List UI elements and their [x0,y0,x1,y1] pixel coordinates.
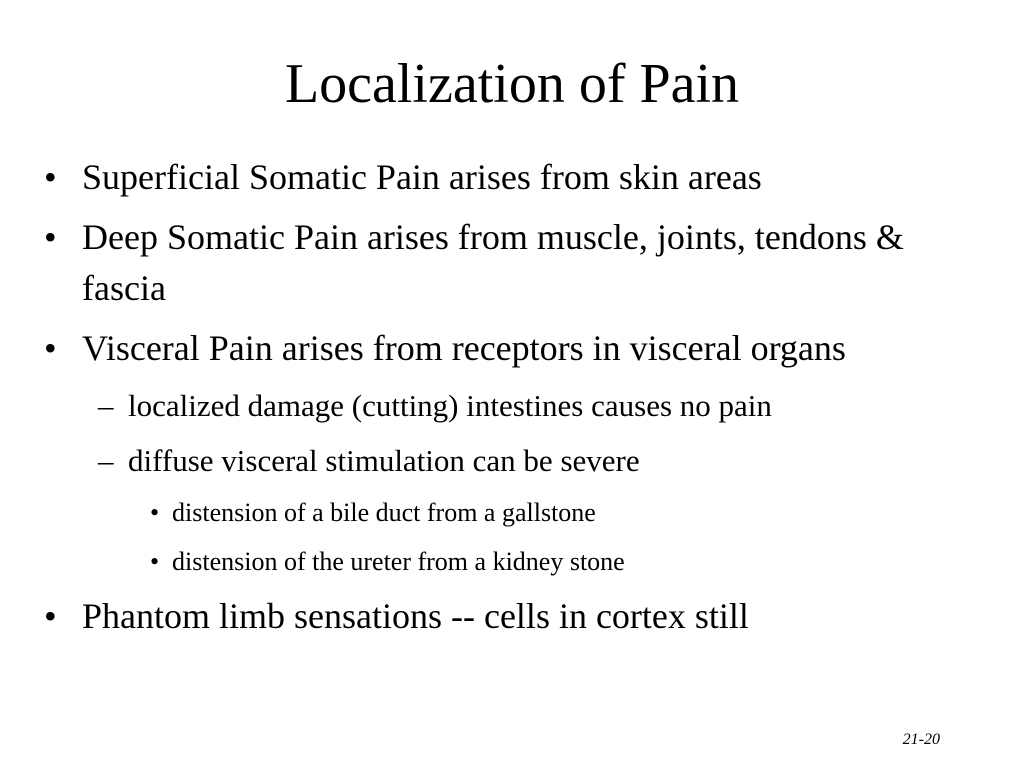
bullet-marker: • [44,217,57,257]
bullet-item [0,591,1024,642]
sub-bullet-text: diffuse visceral stimulation can be severe [128,443,640,478]
bullet-item [0,323,1024,374]
bullet-item [0,212,1024,314]
bullet-marker: • [44,596,57,636]
sub-bullet-item [0,383,1024,429]
sub-bullet-text: localized damage (cutting) intestines causes no pain [128,388,772,423]
dash-marker: – [98,388,114,423]
bullet-marker: • [150,547,160,576]
sub-sub-bullet-item [0,542,1024,582]
slide-number: 21-20 [902,731,940,748]
bullet-text: Superficial Somatic Pain arises from skin areas [82,157,762,197]
dash-marker: – [98,443,114,478]
bullet-item [0,152,1024,203]
sub-sub-bullet-item [0,493,1024,533]
bullet-text: Deep Somatic Pain arises from muscle, joints, tendons & fascia [82,217,904,308]
slide-title: Localization of Pain [284,53,740,115]
bullet-text: Visceral Pain arises from receptors in visceral organs [82,328,846,368]
sub-sub-bullet-text: distension of the ureter from a kidney stone [172,547,625,576]
sub-bullet-item [0,438,1024,484]
bullet-marker: • [44,328,57,368]
bullet-list [0,152,1024,651]
sub-sub-bullet-text: distension of a bile duct from a gallstone [172,498,596,527]
bullet-marker: • [150,498,160,527]
bullet-text: Phantom limb sensations -- cells in cortex still [82,596,749,636]
bullet-marker: • [44,157,57,197]
